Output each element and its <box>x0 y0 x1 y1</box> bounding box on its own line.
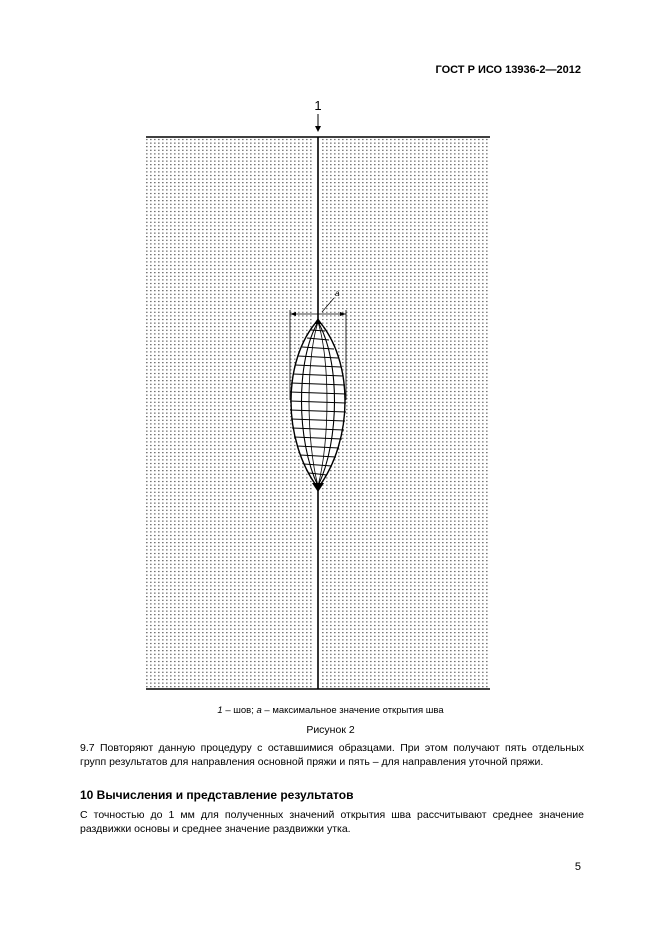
page-number: 5 <box>574 861 581 873</box>
caption-rest: – максимальное значение открытия шва <box>261 705 444 716</box>
paragraph-9-7: 9.7 Повторяют данную процедуру с оставшимися образцами. При этом получают пять отдельных групп результатов для направления основной пряжи и пять – для направления уточной пряжи. <box>80 742 584 769</box>
figure-caption <box>0 705 661 716</box>
label-1: 1 <box>314 98 322 113</box>
caption-num: 1 <box>217 705 223 716</box>
caption-text: – шов; <box>222 705 257 716</box>
label-a: a <box>335 289 340 298</box>
caption-a: a <box>256 705 262 716</box>
section-heading: 10 Вычисления и представление результатов <box>80 788 354 802</box>
figure-title: Рисунок 2 <box>306 724 355 736</box>
document-header: ГОСТ Р ИСО 13936-2—2012 <box>435 64 581 76</box>
paragraph-10: С точностью до 1 мм для полученных значений открытия шва рассчитывают среднее значение раздвижки основы и среднее значение раздвижки утка. <box>80 809 584 836</box>
